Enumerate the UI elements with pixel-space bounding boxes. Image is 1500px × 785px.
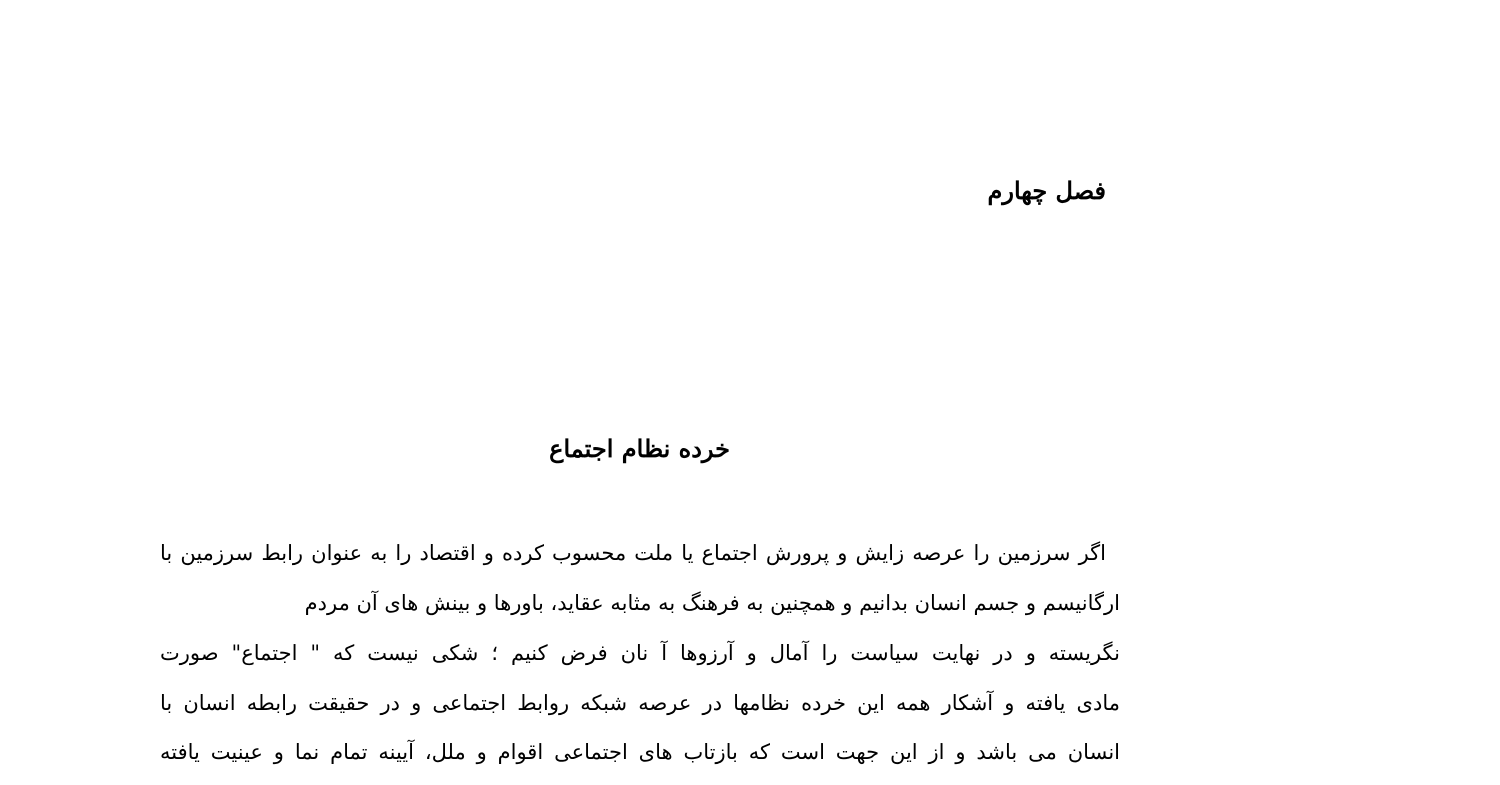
section-heading: خرده نظام اجتماع <box>549 434 730 463</box>
paragraph-line: ارگانیسم و جسم انسان بدانیم و همچنین به فرهنگ به مثابه عقاید، باورها و بینش های آن مردم <box>304 591 1120 615</box>
paragraph-line: نگریسته و در نهایت سیاست را آمال و آرزوها آ نان فرض کنیم ؛ شکی نیست که " اجتماع" صورت <box>160 641 1120 665</box>
chapter-heading: فصل چهارم <box>987 176 1106 205</box>
paragraph-line: مادی یافته و آشکار همه این خرده نظامها در عرصه شبکه روابط اجتماعی و در حقیقت رابطه انسان با <box>160 691 1120 715</box>
paragraph-line: انسان می باشد و از این جهت است که بازتاب های اجتماعی اقوام و ملل، آیینه تمام نما و عینیت یافته <box>160 740 1120 764</box>
paragraph-line: اگر سرزمین را عرصه زایش و پرورش اجتماع یا ملت محسوب کرده و اقتصاد را به عنوان رابط سرزمین با <box>160 541 1106 565</box>
